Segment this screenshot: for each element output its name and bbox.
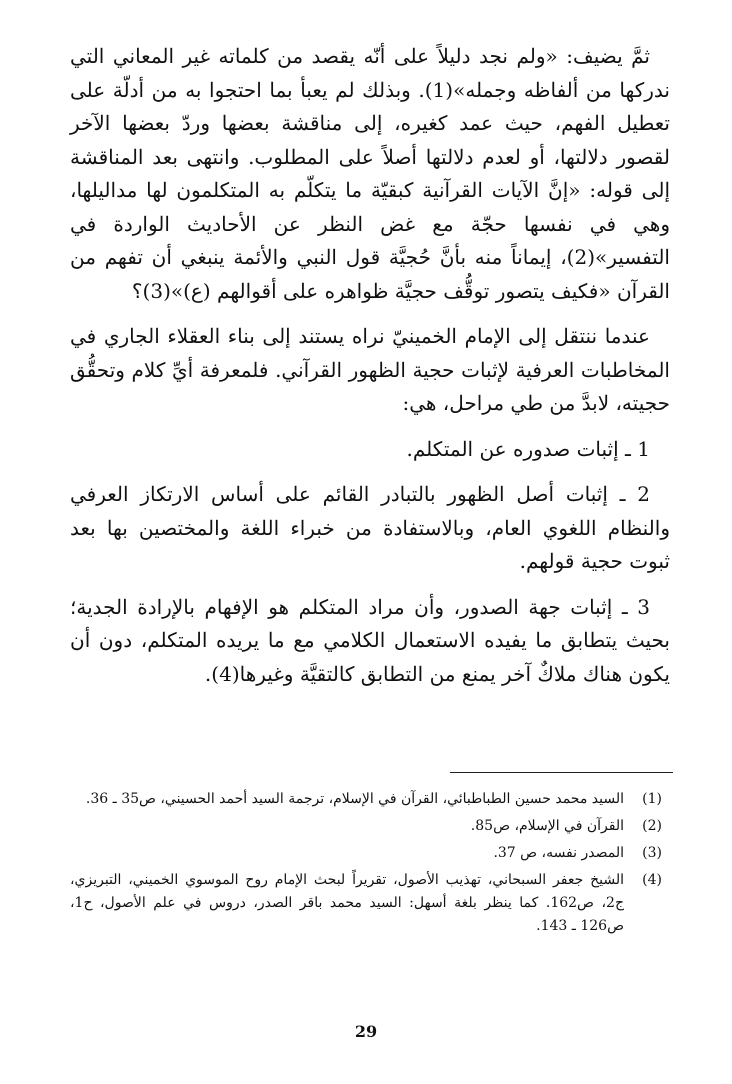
- footnote-item: [70, 869, 670, 938]
- footnote-item: [70, 788, 670, 811]
- main-text: [70, 40, 670, 703]
- footnote-item: [70, 815, 670, 838]
- footnote-text: الشيخ جعفر السبحاني، تهذيب الأصول، تقريراً لبحث الإمام روح الموسوي الخميني، التبريزي، ج2، ص162. كما ينظر بلغة أسهل: السيد محمد باقر الصدر، دروس في علم الأصول، ح1، ص126 ـ 143.: [70, 872, 624, 934]
- footnote-text: القرآن في الإسلام، ص85.: [470, 818, 624, 834]
- paragraph-4: [70, 478, 670, 579]
- footnote-number: (3): [642, 845, 662, 861]
- paragraph-1: [70, 40, 670, 308]
- paragraph-3-text: 1 ـ إثبات صدوره عن المتكلم.: [406, 436, 650, 461]
- footnote-text: السيد محمد حسين الطباطبائي، القرآن في الإسلام، ترجمة السيد أحمد الحسيني، ص35 ـ 36.: [85, 791, 624, 807]
- footnote-number: (4): [642, 872, 662, 888]
- footnote-text: المصدر نفسه، ص 37.: [493, 845, 624, 861]
- paragraph-3: [70, 433, 670, 467]
- footnote-item: [70, 842, 670, 865]
- footnote-number: (1): [642, 791, 662, 807]
- footnote-number: (2): [642, 818, 662, 834]
- paragraph-5-text: 3 ـ إثبات جهة الصدور، وأن مراد المتكلم هو الإفهام بالإرادة الجدية؛ بحيث يتطابق ما يفيده الاستعمال الكلامي مع ما يريده المتكلم، دون أن يكون هناك ملاكٌ آخر يمنع من التطابق كالتقيَّة وغيرها(4).: [70, 594, 670, 686]
- page-number: 29: [354, 1022, 378, 1041]
- footnotes: [70, 788, 670, 942]
- paragraph-4-text: 2 ـ إثبات أصل الظهور بالتبادر القائم على أساس الارتكاز العرفي والنظام اللغوي العام، وبالاستفادة من خبراء اللغة والمختصين بها بعد ثبوت حجية قولهم.: [70, 482, 670, 573]
- paragraph-2: [70, 320, 670, 421]
- paragraph-1-text: ثمَّ يضيف: «ولم نجد دليلاً على أنّه يقصد من كلماته غير المعاني التي ندركها من ألفاظه وجمله»(1). وبذلك لم يعبأ بما احتجوا به من أدلّة على تعطيل الفهم، حيث عمد كغيره، إلى مناقشة بعضها وردّ بعضها الآخر لقصور دلالتها، أو لعدم دلالتها أصلاً على المطلوب. وانتهى بعد المناقشة إلى قوله: «إنَّ الآيات القرآنية كبقيّة ما يتكلّم به المتكلمون لها مداليلها، وهي في نفسها حجّة مع غض النظر عن الأحاديث الواردة في التفسير»(2)، إيماناً منه بأنَّ حُجيَّة قول النبي والأئمة ينبغي أن تفهم من القرآن «فكيف يتصور توقُّف حجيَّة ظواهره على أقوالهم (ع)»(3)؟: [70, 44, 670, 303]
- footnote-divider: [450, 772, 673, 773]
- paragraph-5: [70, 591, 670, 692]
- paragraph-2-text: عندما ننتقل إلى الإمام الخمينيّ نراه يستند إلى بناء العقلاء الجاري في المخاطبات العرفية لإثبات حجية الظهور القرآني. فلمعرفة أيِّ كلام وتحقُّق حجيته، لابدَّ من طي مراحل، هي:: [70, 324, 670, 415]
